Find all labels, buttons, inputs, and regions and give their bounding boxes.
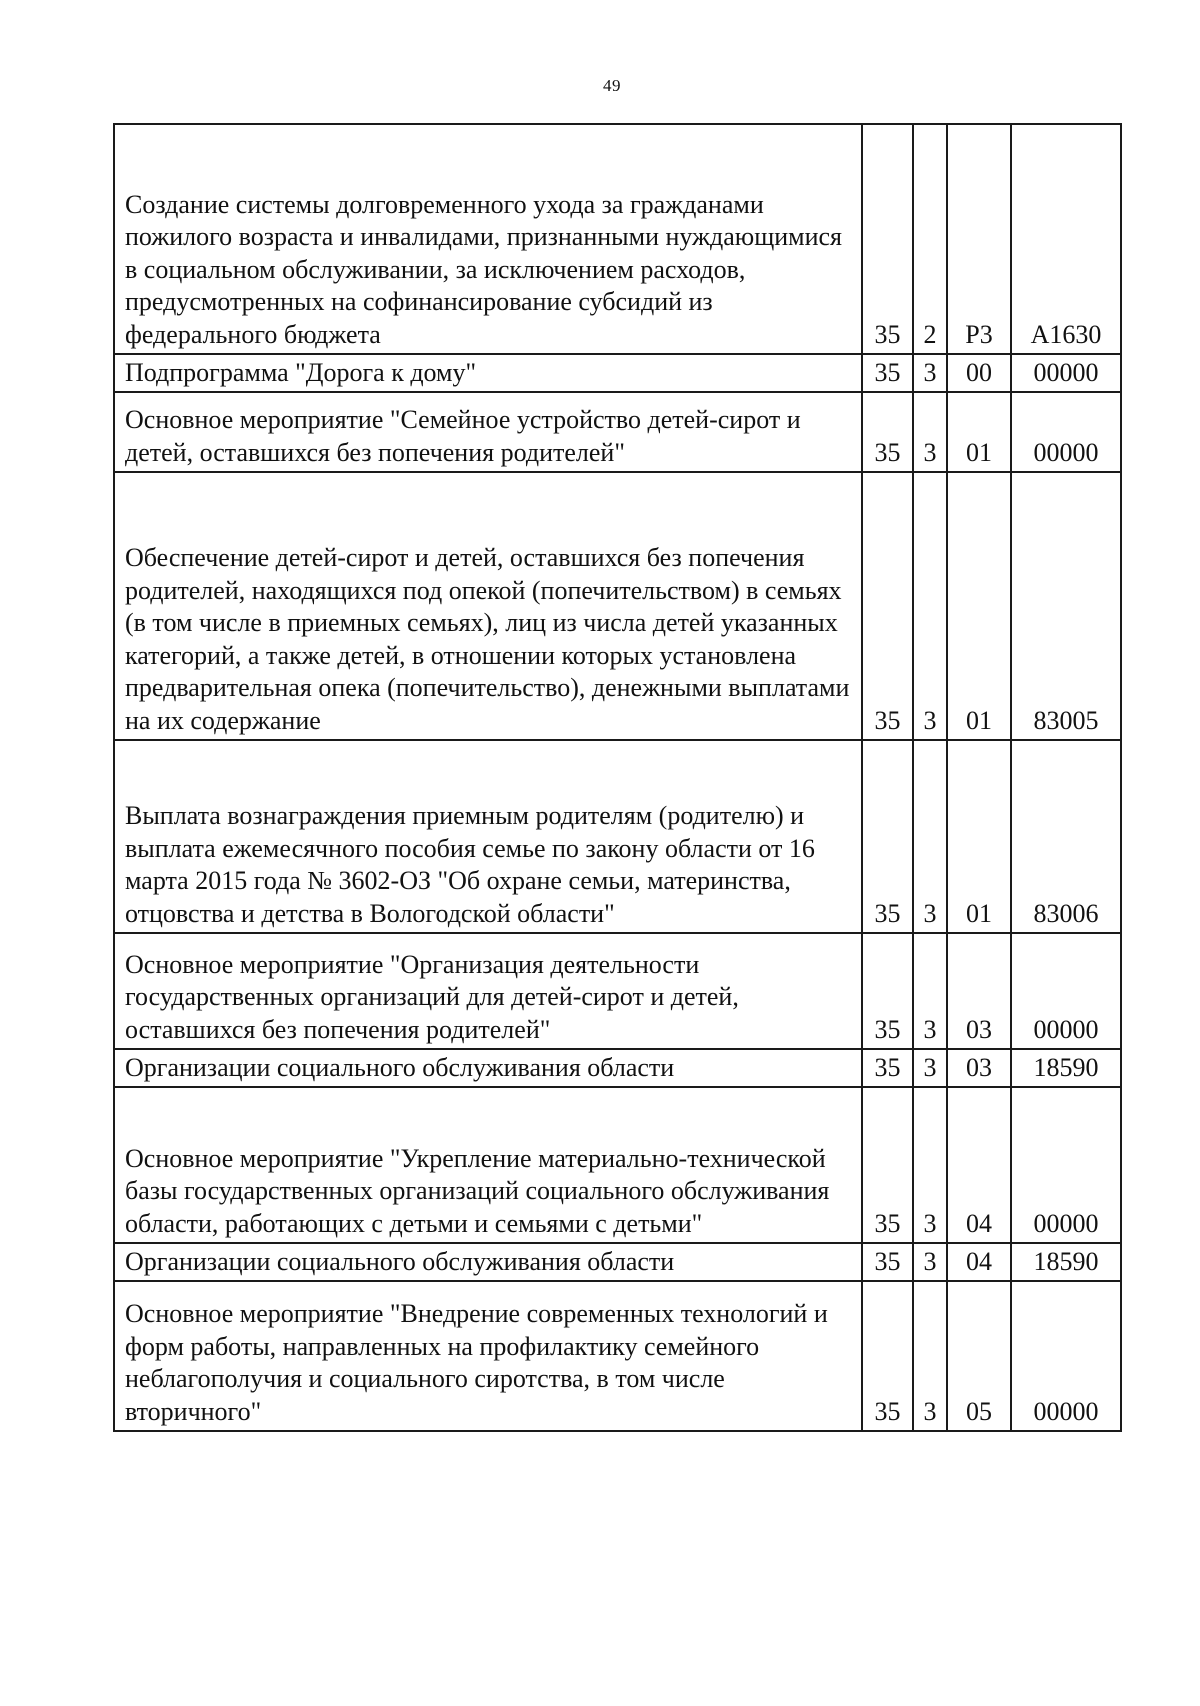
row-name: Организации социального обслуживания области	[114, 1243, 862, 1281]
code-cell: 00000	[1011, 933, 1121, 1049]
code-cell: 04	[947, 1243, 1011, 1281]
row-name: Организации социального обслуживания области	[114, 1049, 862, 1087]
code-cell: 35	[862, 1281, 913, 1431]
code-cell: 01	[947, 392, 1011, 472]
row-name: Обеспечение детей-сирот и детей, оставшихся без попечения родителей, находящихся под опекой (попечительством) в семьях (в том числе в приемных семьях), лиц из числа детей указанных категорий, а также детей, в отношении которых установлена предварительная опека (попечительство), денежными выплатами на их содержание	[114, 472, 862, 740]
code-cell: 35	[862, 1087, 913, 1243]
code-cell: 3	[913, 1087, 947, 1243]
code-cell: 35	[862, 354, 913, 392]
table-row	[114, 1049, 1121, 1087]
code-cell: 05	[947, 1281, 1011, 1431]
row-name: Создание системы долговременного ухода за гражданами пожилого возраста и инвалидами, признанными нуждающимися в социальном обслуживании, за исключением расходов, предусмотренных на софинансирование субсидий из федерального бюджета	[114, 124, 862, 354]
code-cell: 35	[862, 740, 913, 933]
row-name: Подпрограмма "Дорога к дому"	[114, 354, 862, 392]
code-cell: 04	[947, 1087, 1011, 1243]
code-cell: 35	[862, 1243, 913, 1281]
code-cell: 18590	[1011, 1243, 1121, 1281]
code-cell: 35	[862, 933, 913, 1049]
table-row	[114, 124, 1121, 354]
code-cell: P3	[947, 124, 1011, 354]
code-cell: 83005	[1011, 472, 1121, 740]
table-row	[114, 740, 1121, 933]
table-row	[114, 1087, 1121, 1243]
code-cell: 35	[862, 124, 913, 354]
code-cell: 00000	[1011, 1281, 1121, 1431]
code-cell: 35	[862, 472, 913, 740]
code-cell: 01	[947, 472, 1011, 740]
code-cell: 01	[947, 740, 1011, 933]
code-cell: 00000	[1011, 1087, 1121, 1243]
table-row	[114, 933, 1121, 1049]
row-name: Выплата вознаграждения приемным родителям (родителю) и выплата ежемесячного пособия семье по закону области от 16 марта 2015 года № 3602-ОЗ "Об охране семьи, материнства, отцовства и детства в Вологодской области"	[114, 740, 862, 933]
table-row	[114, 392, 1121, 472]
code-cell: 18590	[1011, 1049, 1121, 1087]
code-cell: 3	[913, 472, 947, 740]
code-cell: 00000	[1011, 392, 1121, 472]
code-cell: 03	[947, 933, 1011, 1049]
code-cell: 03	[947, 1049, 1011, 1087]
row-name: Основное мероприятие "Организация деятельности государственных организаций для детей-сирот и детей, оставшихся без попечения родителей"	[114, 933, 862, 1049]
code-cell: 3	[913, 933, 947, 1049]
code-cell: 2	[913, 124, 947, 354]
page-number: 49	[603, 76, 621, 95]
table-row	[114, 354, 1121, 392]
code-cell: 00000	[1011, 354, 1121, 392]
row-name: Основное мероприятие "Внедрение современных технологий и форм работы, направленных на профилактику семейного неблагополучия и социального сиротства, в том числе вторичного"	[114, 1281, 862, 1431]
code-cell: 00	[947, 354, 1011, 392]
row-name: Основное мероприятие "Укрепление материально-технической базы государственных организаций социального обслуживания области, работающих с детьми и семьями с детьми"	[114, 1087, 862, 1243]
table-row	[114, 472, 1121, 740]
code-cell: 83006	[1011, 740, 1121, 933]
code-cell: 35	[862, 1049, 913, 1087]
code-cell: 3	[913, 354, 947, 392]
budget-classification-table	[113, 123, 1122, 1432]
code-cell: 3	[913, 1049, 947, 1087]
table-row	[114, 1243, 1121, 1281]
row-name: Основное мероприятие "Семейное устройство детей-сирот и детей, оставшихся без попечения родителей"	[114, 392, 862, 472]
table-row	[114, 1281, 1121, 1431]
code-cell: 35	[862, 392, 913, 472]
code-cell: A1630	[1011, 124, 1121, 354]
code-cell: 3	[913, 392, 947, 472]
code-cell: 3	[913, 740, 947, 933]
code-cell: 3	[913, 1281, 947, 1431]
code-cell: 3	[913, 1243, 947, 1281]
